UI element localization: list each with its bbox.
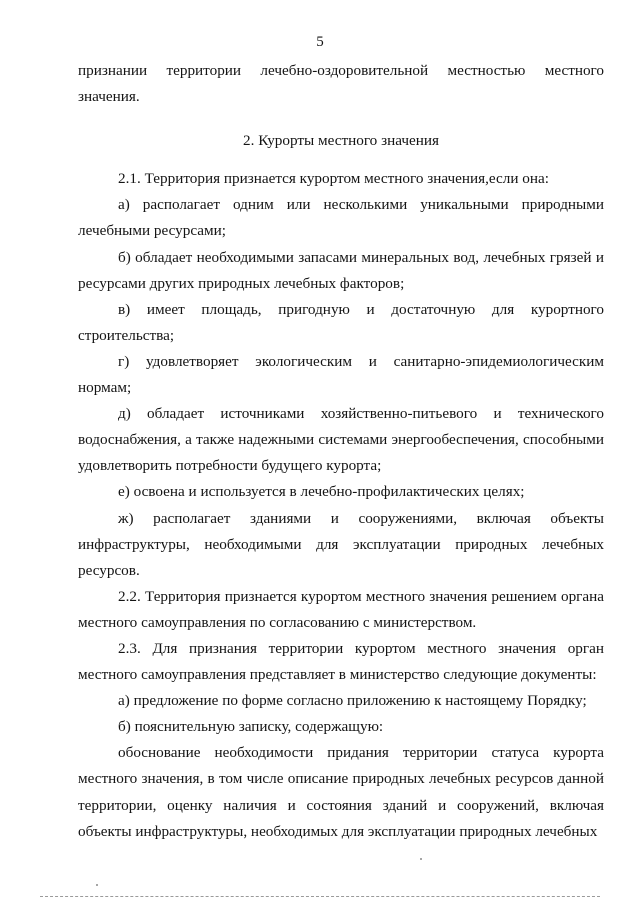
clause-2-1-zh: ж) располагает зданиями и сооружениями, включая объекты инфраструктуры, необходимыми для эксплуатации природных лечебных ресурсов. xyxy=(78,509,604,579)
clause-2-1: 2.1. Территория признается курортом местного значения,если она: xyxy=(118,170,549,188)
page-number: 5 xyxy=(316,34,324,50)
clause-2-1-d: д) обладает источниками хозяйственно-питьевого и технического водоснабжения, а также надежными системами энергообеспечения, способными удовлетворить потребности будущего курорта; xyxy=(78,405,604,475)
clause-2-1-b: б) обладает необходимыми запасами минеральных вод, лечебных грязей и ресурсами других природных лечебных факторов; xyxy=(78,248,604,292)
clause-2-1-a: а) располагает одним или несколькими уникальными природными лечебными ресурсами; xyxy=(78,196,604,240)
clause-2-3-b-detail: обоснование необходимости придания территории статуса курорта местного значения, в том числе описание природных лечебных ресурсов данной территории, оценку наличия и состояния зданий и сооружений, включая объекты инфраструктуры, необходимых для эксплуатации природных лечебных xyxy=(78,744,604,840)
scan-bottom-edge xyxy=(40,896,600,897)
clause-2-3-b: б) пояснительную записку, содержащую: xyxy=(118,718,384,736)
clause-2-2: 2.2. Территория признается курортом местного значения решением органа местного самоуправления по согласованию с министерством. xyxy=(78,587,604,631)
scan-speck xyxy=(420,858,422,860)
clause-2-1-g: г) удовлетворяет экологическим и санитарно-эпидемиологическим нормам; xyxy=(78,352,604,397)
clause-2-1-e: е) освоена и используется в лечебно-профилактических целях; xyxy=(118,483,525,501)
section-heading: 2. Курорты местного значения xyxy=(243,132,439,150)
clause-2-3: 2.3. Для признания территории курортом местного значения орган местного самоуправления представляет в министерство следующие документы: xyxy=(78,639,604,684)
clause-2-3-a: а) предложение по форме согласно приложению к настоящему Порядку; xyxy=(118,692,587,710)
scan-speck xyxy=(96,884,98,886)
paragraph-continuation: признании территории лечебно-оздоровительной местностью местного значения. xyxy=(78,62,604,106)
clause-2-1-v: в) имеет площадь, пригодную и достаточную для курортного строительства; xyxy=(78,300,604,344)
document-body xyxy=(78,58,604,845)
